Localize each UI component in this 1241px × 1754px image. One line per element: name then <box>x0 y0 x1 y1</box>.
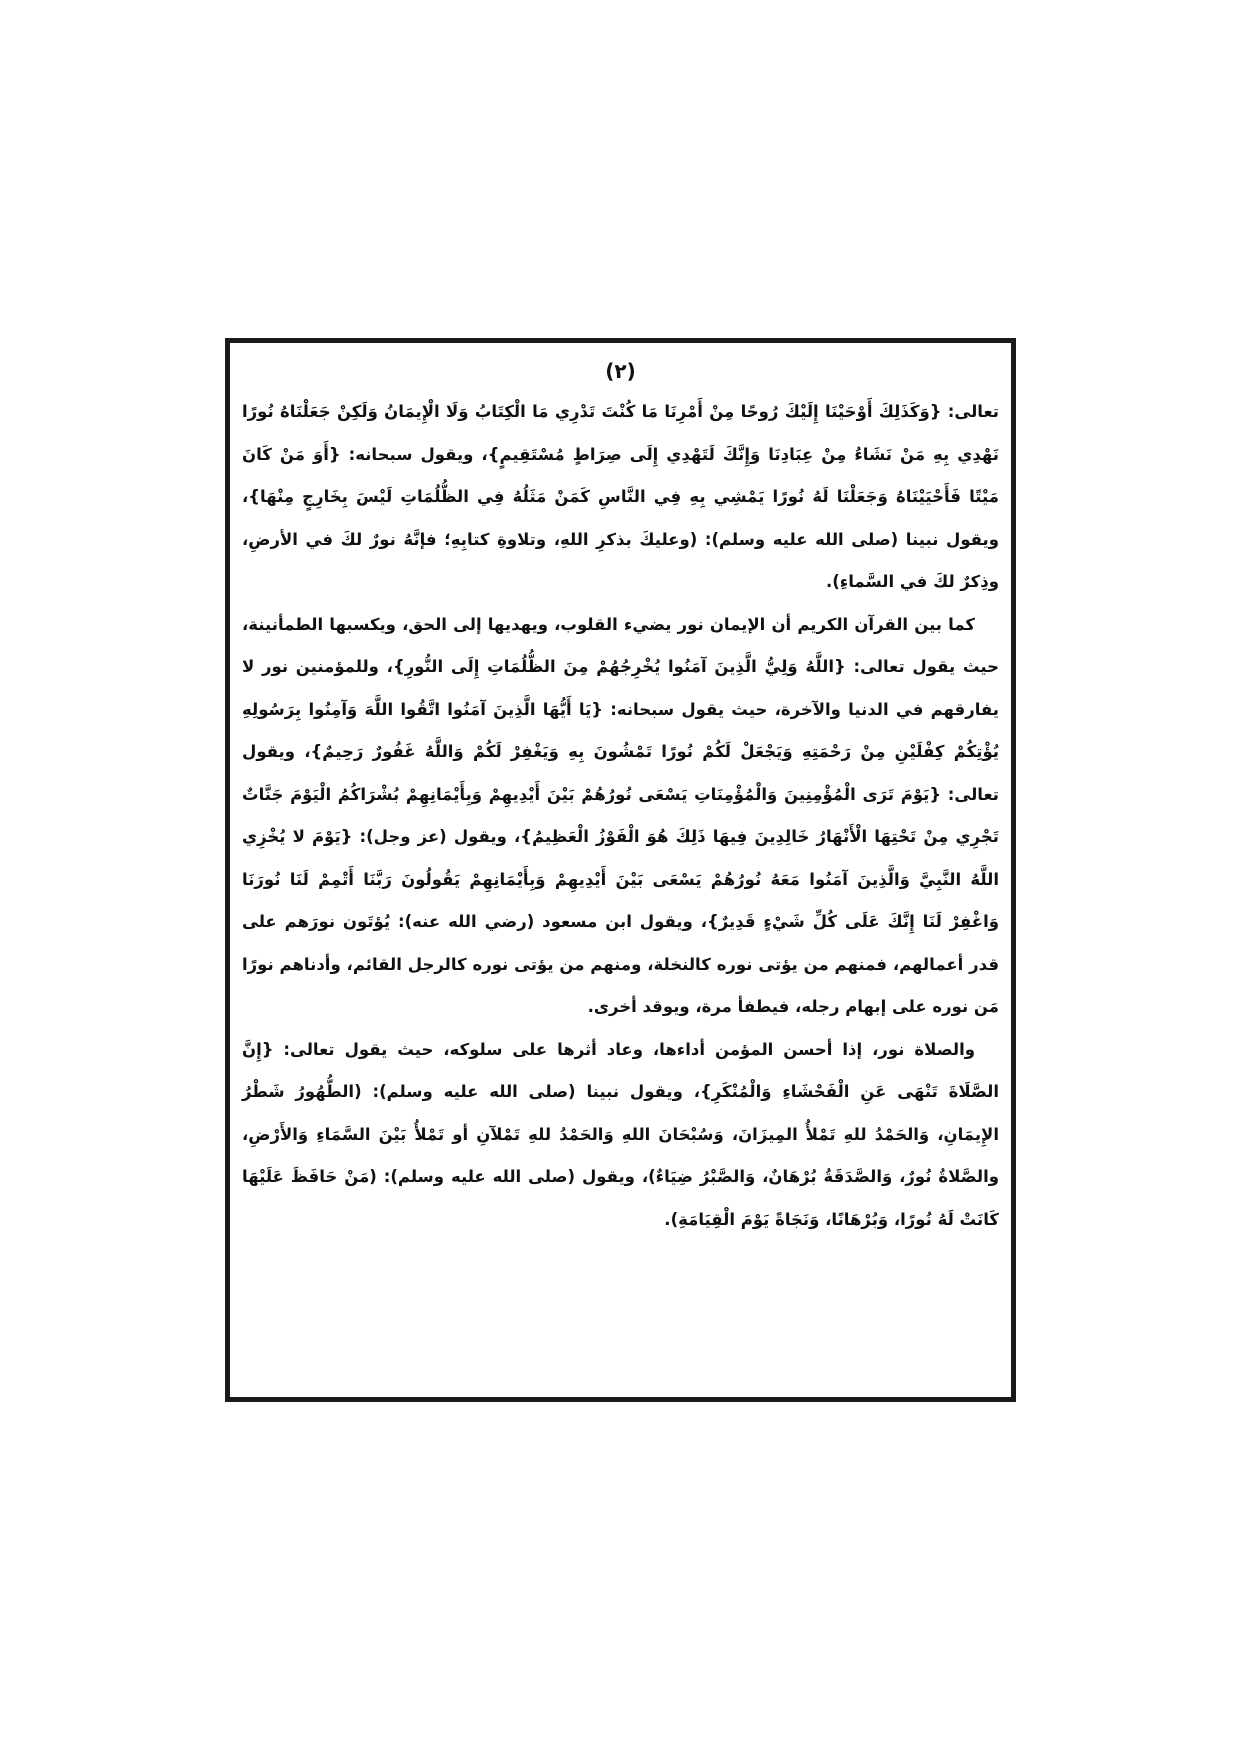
page-frame <box>225 338 1016 1402</box>
paragraph-1: تعالى: {وَكَذَلِكَ أَوْحَيْنَا إِلَيْكَ رُوحًا مِنْ أَمْرِنَا مَا كُنْتَ تَدْرِي مَا الْكِتَابُ وَلَا الْإِيمَانُ وَلَكِنْ جَعَلْنَاهُ نُورًا نَهْدِي بِهِ مَنْ نَشَاءُ مِنْ عِبَادِنَا وَإِنَّكَ لَتَهْدِي إِلَى صِرَاطٍ مُسْتَقِيمٍ}، ويقول سبحانه: {أَوَ مَنْ كَانَ مَيْتًا فَأَحْيَيْنَاهُ وَجَعَلْنَا لَهُ نُورًا يَمْشِي بِهِ فِي النَّاسِ كَمَنْ مَثَلُهُ فِي الظُّلُمَاتِ لَيْسَ بِخَارِجٍ مِنْهَا}، ويقول نبينا (صلى الله عليه وسلم): (وعليكَ بذكرِ اللهِ، وتلاوةِ كتابِهِ؛ فإنَّهُ نورٌ لكَ في الأرضِ، وذِكرٌ لكَ في السَّماءِ). <box>242 402 999 591</box>
paragraph-3: والصلاة نور، إذا أحسن المؤمن أداءها، وعاد أثرها على سلوكه، حيث يقول تعالى: {إِنَّ الصَّلَاةَ تَنْهَى عَنِ الْفَحْشَاءِ وَالْمُنْكَرِ}، ويقول نبينا (صلى الله عليه وسلم): (الطُّهُورُ شَطْرُ الإِيمَانِ، وَالحَمْدُ للهِ تَمْلأُ المِيزَانَ، وَسُبْحَانَ اللهِ وَالحَمْدُ للهِ تَمْلآنِ أو تَمْلأُ بَيْنَ السَّمَاءِ وَالأَرْضِ، والصَّلاةُ نُورٌ، وَالصَّدَقَةُ بُرْهَانٌ، وَالصَّبْرُ ضِيَاءٌ)، ويقول (صلى الله عليه وسلم): (مَنْ حَافَظَ عَلَيْهَا كَانَتْ لَهُ نُورًا، وَبُرْهَانًا، وَنَجَاةً يَوْمَ الْقِيَامَةِ). <box>242 1039 999 1229</box>
page-number: (٢) <box>605 359 636 383</box>
paragraph-2: كما بين القرآن الكريم أن الإيمان نور يضيء القلوب، ويهديها إلى الحق، ويكسبها الطمأنينة، حيث يقول تعالى: {اللَّهُ وَلِيُّ الَّذِينَ آمَنُوا يُخْرِجُهُمْ مِنَ الظُّلُمَاتِ إِلَى النُّورِ}، وللمؤمنين نور لا يفارقهم في الدنيا والآخرة، حيث يقول سبحانه: {يَا أَيُّهَا الَّذِينَ آمَنُوا اتَّقُوا اللَّهَ وَآمِنُوا بِرَسُولِهِ يُؤْتِكُمْ كِفْلَيْنِ مِنْ رَحْمَتِهِ وَيَجْعَلْ لَكُمْ نُورًا تَمْشُونَ بِهِ وَيَغْفِرْ لَكُمْ وَاللَّهُ غَفُورٌ رَحِيمٌ}، ويقول تعالى: {يَوْمَ تَرَى الْمُؤْمِنِينَ وَالْمُؤْمِنَاتِ يَسْعَى نُورُهُمْ بَيْنَ أَيْدِيهِمْ وَبِأَيْمَانِهِمْ بُشْرَاكُمُ الْيَوْمَ جَنَّاتٌ تَجْرِي مِنْ تَحْتِهَا الْأَنْهَارُ خَالِدِينَ فِيهَا ذَلِكَ هُوَ الْفَوْزُ الْعَظِيمُ}، ويقول (عز وجل): {يَوْمَ لا يُخْزِي اللَّهُ النَّبِيَّ وَالَّذِينَ آمَنُوا مَعَهُ نُورُهُمْ يَسْعَى بَيْنَ أَيْدِيهِمْ وَبِأَيْمَانِهِمْ يَقُولُونَ رَبَّنَا أَتْمِمْ لَنَا نُورَنَا وَاغْفِرْ لَنَا إِنَّكَ عَلَى كُلِّ شَيْءٍ قَدِيرٌ}، ويقول ابن مسعود (رضي الله عنه): يُؤتَون نورَهم على قدر أعمالهم، فمنهم من يؤتى نوره كالنخلة، ومنهم من يؤتى نوره كالرجل القائم، وأدناهم نورًا مَن نوره على إبهام رجله، فيطفأ مرة، ويوقد أخرى. <box>242 614 999 1016</box>
